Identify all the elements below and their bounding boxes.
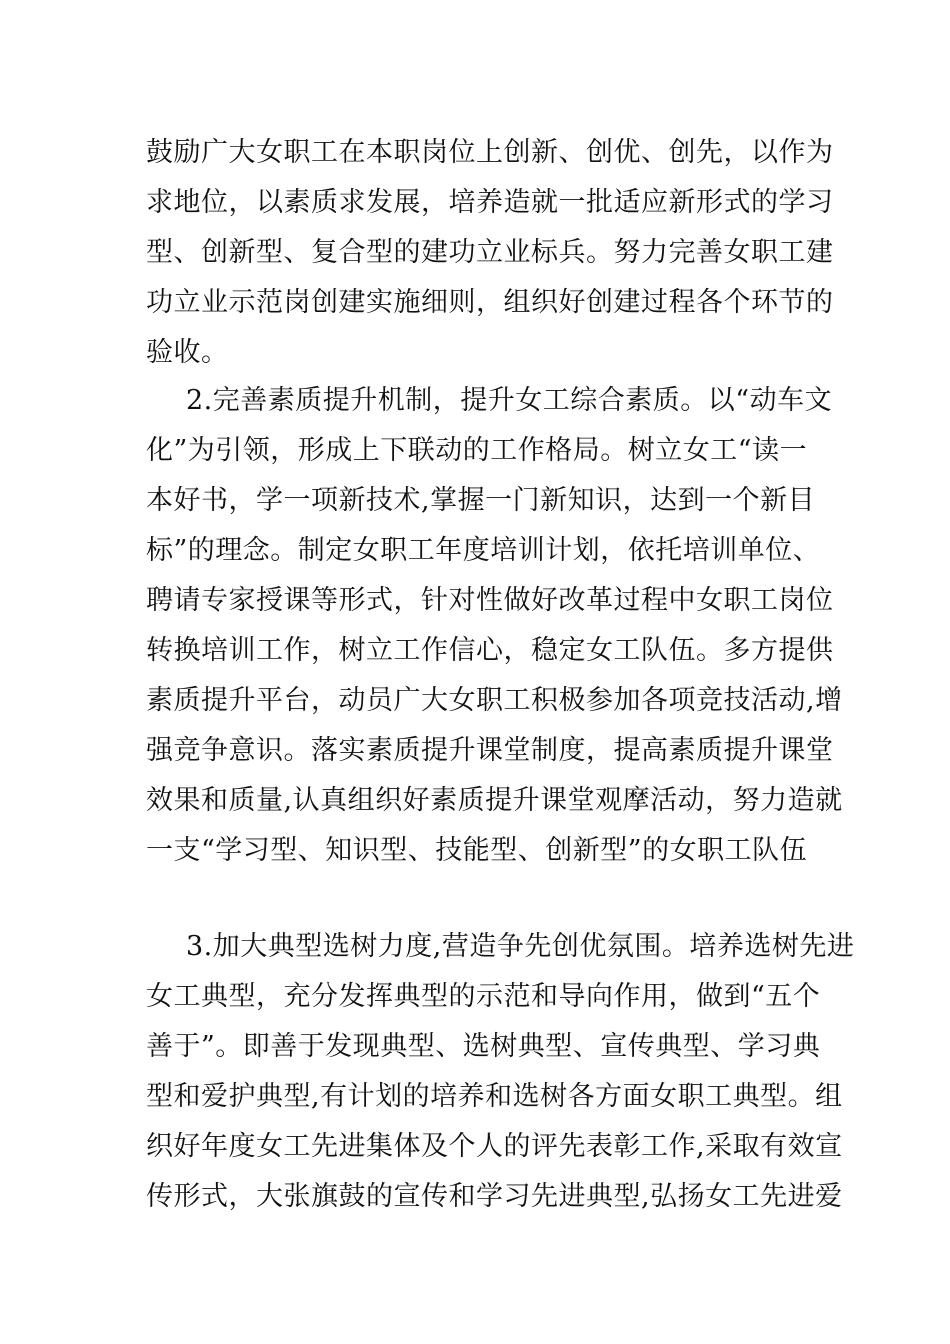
section2-line-10: 一支“学习型、知识型、技能型、创新型”的女职工队伍: [146, 835, 808, 866]
section2-line-1: 2.完善素质提升机制，提升女工综合素质。以“动车文: [186, 385, 833, 416]
section2-line-2: 化”为引领，形成上下联动的工作格局。树立女工“读一: [146, 435, 808, 466]
section2-line-7: 素质提升平台，动员广大女职工积极参加各项竞技活动,增: [146, 685, 843, 716]
section3-line-6: 传形式，大张旗鼓的宣传和学习先进典型,弘扬女工先进爱: [146, 1181, 843, 1212]
intro-line-4: 功立业示范岗创建实施细则，组织好创建过程各个环节的: [146, 287, 834, 318]
intro-line-5: 验收。: [146, 337, 229, 368]
section2-line-4: 标”的理念。制定女职工年度培训计划，依托培训单位、: [146, 535, 821, 566]
section3-line-2: 女工典型，充分发挥典型的示范和导向作用，做到“五个: [146, 981, 821, 1012]
intro-line-3: 型、创新型、复合型的建功立业标兵。努力完善女职工建: [146, 237, 834, 268]
section2-line-5: 聘请专家授课等形式，针对性做好改革过程中女职工岗位: [146, 585, 834, 616]
section2-line-6: 转换培训工作，树立工作信心，稳定女工队伍。多方提供: [146, 635, 834, 666]
intro-line-2: 求地位，以素质求发展，培养造就一批适应新形式的学习: [146, 187, 834, 218]
intro-line-1: 鼓励广大女职工在本职岗位上创新、创优、创先，以作为: [146, 137, 834, 168]
section3-line-3: 善于”。即善于发现典型、选树典型、宣传典型、学习典: [146, 1031, 821, 1062]
section3-line-1: 3.加大典型选树力度,营造争先创优氛围。培养选树先进: [186, 931, 855, 962]
section2-line-9: 效果和质量,认真组织好素质提升课堂观摩活动，努力造就: [146, 785, 843, 816]
section3-line-5: 织好年度女工先进集体及个人的评先表彰工作,采取有效宣: [146, 1131, 843, 1162]
section2-line-8: 强竞争意识。落实素质提升课堂制度，提高素质提升课堂: [146, 735, 834, 766]
section3-line-4: 型和爱护典型,有计划的培养和选树各方面女职工典型。组: [146, 1081, 843, 1112]
section2-line-3: 本好书，学一项新技术,掌握一门新知识，达到一个新目: [146, 485, 816, 516]
